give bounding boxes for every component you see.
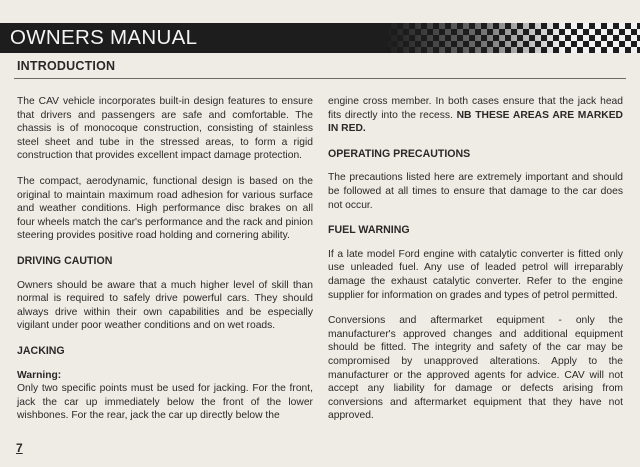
jacking-heading: JACKING	[17, 344, 65, 357]
jacking-paragraph	[17, 369, 313, 423]
jacking-text: Only two specific points must be used for jacking. For the front, jack the car up immediately below the front of the lower wishbones. For the rear, jack the car up directly below the	[17, 383, 313, 422]
fuel-warning-paragraph: If a late model Ford engine with catalytic converter is fitted only use unleaded fuel. Any use of leaded petrol will irreparably damage the exhaust catalytic converter. Refer to the engine supplier for information on grades and types of petrol permitted.	[328, 248, 623, 301]
page-number: 7	[16, 441, 23, 455]
section-divider	[14, 78, 626, 79]
intro-paragraph-1: The CAV vehicle incorporates built-in design features to ensure that drivers and passengers are safe and comfortable. The chassis is of monocoque construction, consisting of stainless steel sheet and tube in the stressed areas, to form a rigid construction that provides excellent impact damage protection.	[17, 96, 313, 162]
right-column	[328, 95, 623, 435]
conversions-paragraph: Conversions and aftermarket equipment - only the manufacturer's approved changes and additional equipment should be fitted. The integrity and safety of the car may be compromised by unapproved alterations. Apply to the manufacturer or the approved agents for advice. CAV will not accept any liability for damage or defects arising from conversions and aftermarket equipment that they have not approved.	[328, 315, 623, 422]
operating-precautions-heading: OPERATING PRECAUTIONS	[328, 147, 471, 160]
jacking-continued-paragraph	[328, 95, 623, 136]
fuel-warning-heading: FUEL WARNING	[328, 224, 410, 237]
jacking-continued-text: engine cross member. In both cases ensure that the jack head fits directly into the recess.	[328, 96, 623, 121]
driving-caution-heading: DRIVING CAUTION	[17, 254, 113, 267]
checkered-flag-pattern	[385, 23, 640, 53]
section-title: INTRODUCTION	[17, 59, 116, 73]
driving-caution-paragraph: Owners should be aware that a much higher level of skill than normal is required to safely drive powerful cars. They should always drive within their own capabilities and be especially vigilant under poor weather conditions and on wet roads.	[17, 279, 313, 332]
left-column	[17, 95, 313, 423]
intro-paragraph-2: The compact, aerodynamic, functional design is based on the original to maintain maximum road adhesion for various surface and weather conditions. High performance disc brakes on all four wheels match the car's performance and the rack and pinion steering provides positive road holding and cornering ability.	[17, 175, 313, 242]
manual-title: OWNERS MANUAL	[10, 26, 198, 49]
header-bar	[0, 23, 640, 53]
jacking-red-marking-note: NB THESE AREAS ARE MARKED IN RED.	[328, 109, 623, 135]
warning-label: Warning:	[17, 369, 62, 381]
operating-precautions-paragraph: The precautions listed here are extremely important and should be followed at all times to ensure that damage to the car does not occur.	[328, 172, 623, 211]
